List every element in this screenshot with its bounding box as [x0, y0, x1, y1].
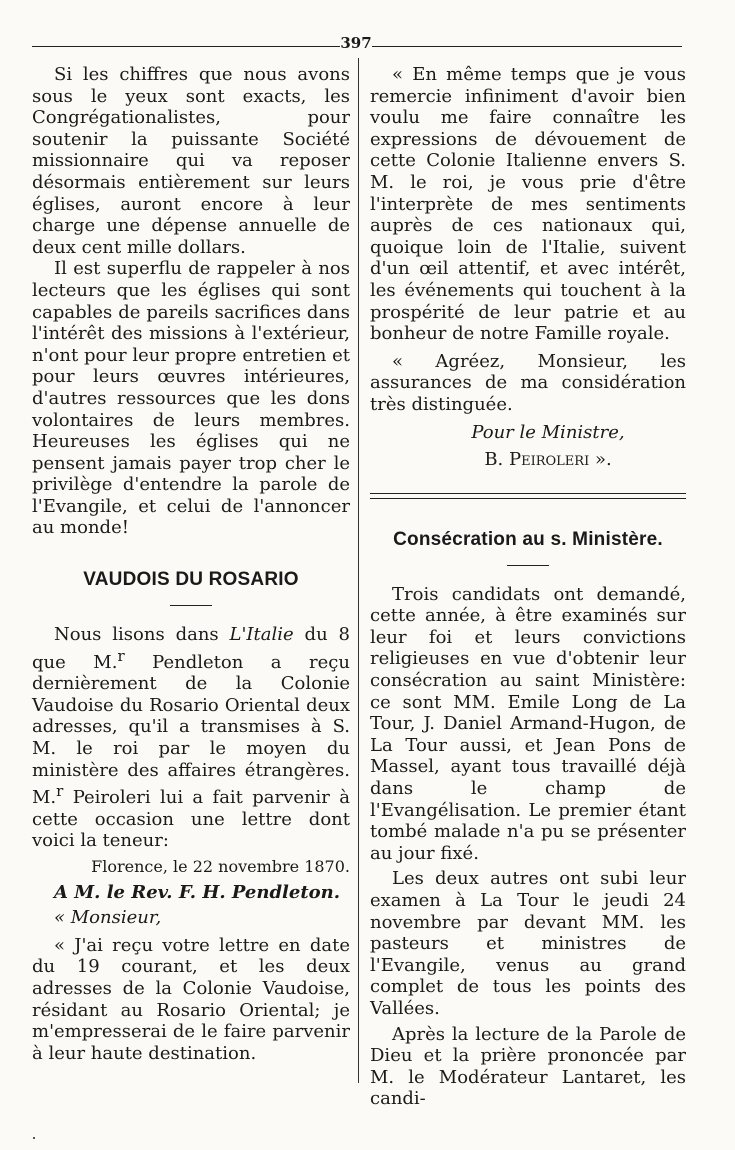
paragraph: Il est superflu de rappeler à nos lecteurs que les églises qui sont capables de pareils sacrifices dans l'intérêt des missions à l'extérieur, n'ont pour leur propre entretien et pour leurs œuvres intérieures, d'autres ressources que les dons volontaires de leurs membres. Heureuses les églises qui ne pensent jamais payer trop cher le privilège d'entendre la parole de l'Evangile, et celui de l'annoncer au monde! [32, 258, 350, 539]
print-speck [33, 1137, 35, 1139]
addressee: A M. le Rev. F. H. Pendleton. [54, 881, 341, 903]
dateline: Florence, le 22 novembre 1870. [91, 857, 350, 876]
header-rule-left [32, 46, 340, 47]
salutation: « Monsieur, [54, 907, 162, 929]
section-heading-consecration: Consécration au s. Ministère. [393, 528, 663, 550]
paragraph: Trois candidats ont demandé, cette année, à être examinés sur leur foi et leurs convictions religieuses en vue d'obtenir leur consécration au saint Ministère: ce sont MM. Emile Long de La Tour, J. Daniel Armand-Hugon, de La Tour aussi, et Jean Pons de Massel, ayant tous travaillé déjà dans le champ de l'Evangélisation. Le premier étant tombé malade n'a pu se présenter au jour fixé. [370, 583, 686, 864]
left-column [32, 64, 350, 1064]
paragraph: « En même temps que je vous remercie infiniment d'avoir bien voulu me faire connaître les expressions de dévouement de cette Colonie Italienne envers S. M. le roi, je vous prie d'être l'interprète de mes sentiments auprès de ces nationaux qui, quoique loin de l'Italie, suivent d'un œil attentif, et avec intérêt, les événements qui touchent à la prospérité de leur patrie et au bonheur de notre Famille royale. [370, 64, 686, 345]
right-column [370, 64, 686, 1110]
header-rule-right [372, 46, 682, 47]
paragraph: Si les chiffres que nous avons sous le yeux sont exacts, les Congrégationalistes, pour soutenir la puissante Société missionnaire qui va reposer désormais entièrement sur leurs églises, auront encore à leur charge une dépense annuelle de deux cent mille dollars. [32, 64, 350, 258]
signoff: Pour le Ministre, [471, 421, 625, 443]
paragraph: Nous lisons dans L'Italie du 8 que M.$^r$ Pendleton a reçu dernièrement de la Colonie Vaudoise du Rosario Oriental deux adresses, qu'il a transmises à S. M. le roi par le moyen du ministère des affaires étrangères. M.$^r$ Peiroleri lui a fait parvenir à cette occasion une lettre dont voici la teneur: [32, 624, 350, 852]
signature: B. Peiroleri ». [484, 449, 612, 471]
paragraph: Après la lecture de la Parole de Dieu et la prière prononcée par M. le Modérateur Lantaret, les candi- [370, 1023, 686, 1110]
section-heading-vaudois: VAUDOIS DU ROSARIO [83, 569, 299, 591]
column-divider [358, 58, 359, 1083]
paragraph: « Agréez, Monsieur, les assurances de ma considération très distinguée. [370, 350, 686, 415]
paragraph: Les deux autres ont subi leur examen à La Tour le jeudi 24 novembre par devant MM. les pasteurs et ministres de l'Evangile, venus au grand complet de tous les points des Vallées. [370, 868, 686, 1019]
paragraph: « J'ai reçu votre lettre en date du 19 courant, et les deux adresses de la Colonie Vaudoise, résidant au Rosario Oriental; je m'empresserai de le faire parvenir à leur haute destination. [32, 934, 350, 1064]
page-number: 397 [340, 34, 372, 52]
